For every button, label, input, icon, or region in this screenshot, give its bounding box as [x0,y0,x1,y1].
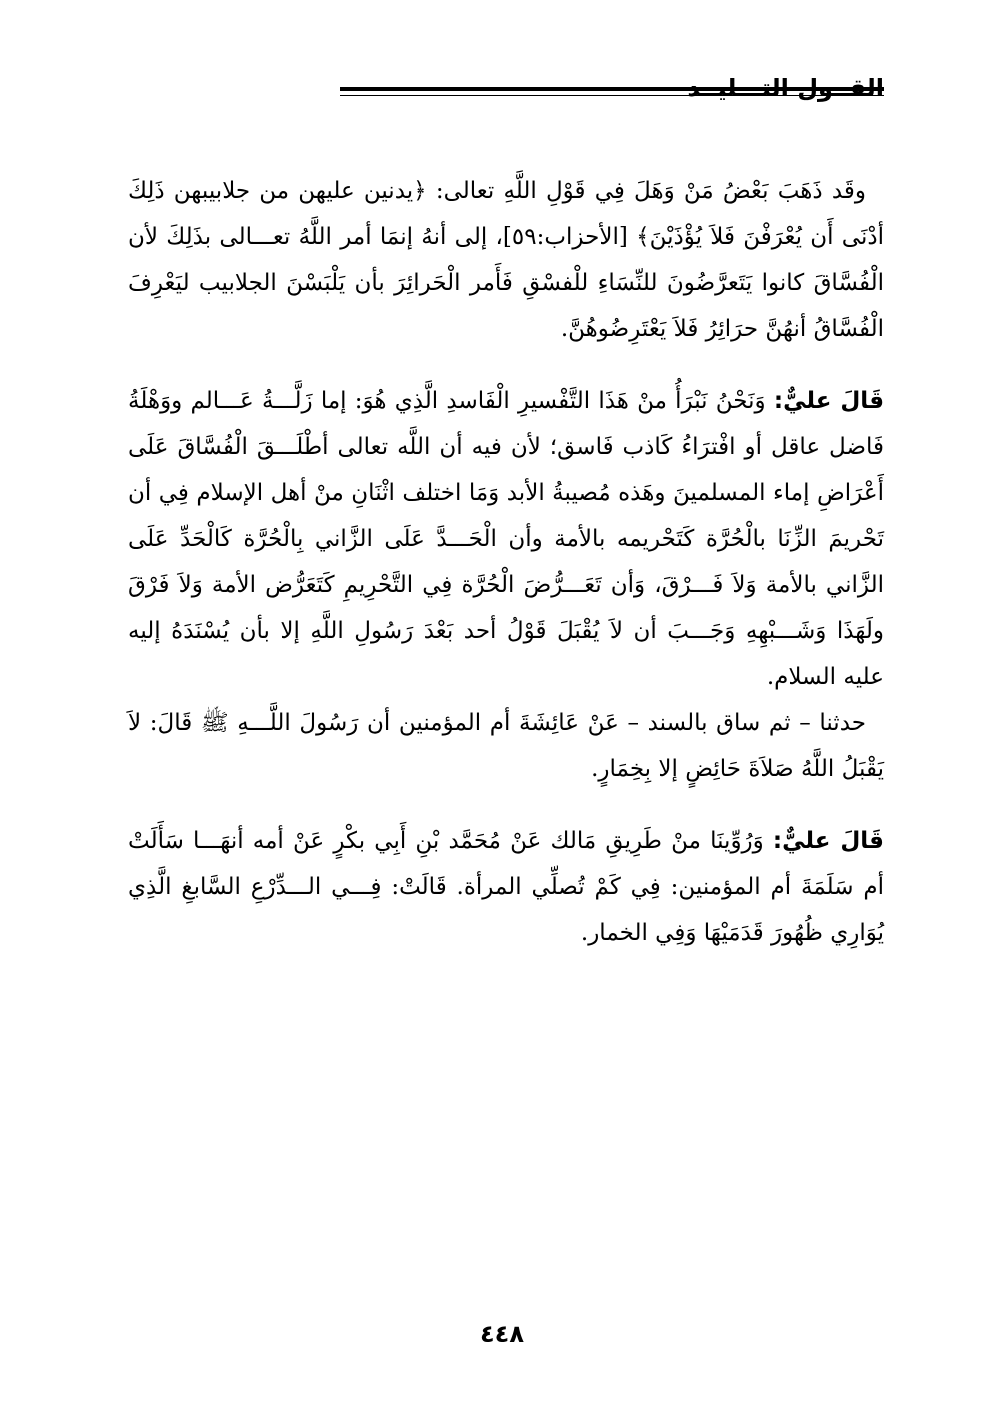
paragraph-1 [128,168,884,352]
paragraph-3-text: حدثنا – ثم ساق بالسند – عَنْ عَائِشَةَ أم المؤمنين أن رَسُولَ اللَّـــهِ ﷺ قَالَ: لاَ يَقْبَلُ اللَّهُ صَلاَةَ حَائِضٍ إلا بِخِمَارٍ. [128,710,884,782]
paragraph-2-text: وَنَحْنُ نَبْرَأُ منْ هَذَا التَّفْسيرِ الْفَاسدِ الَّذِي هُوَ: إما زَلَّـــةُ عَـــالم ووَهْلَةُ فَاضل عاقل أو افْترَاءُ كَاذب فَاسق؛ لأن فيه أن اللَّه تعالى أطْلَـــقَ الْفُسَّاقَ عَلَى أَعْرَاضِ إماء المسلمينَ وهَذه مُصيبةُ الأبد وَمَا اختلف اثْنَانِ منْ أهل الإسلام فِي أن تَحْريمَ الزِّنَا بالْحُرَّة كَتَحْريمه بالأمة وأن الْحَـــدَّ عَلَى الزَّاني بِالْحُرَّة كَالْحَدِّ عَلَى الزَّاني بالأمة وَلاَ فَـــرْقَ، وَأن تَعَـــرُّضَ الْحُرَّة فِي التَّحْرِيمِ كَتَعَرُّض الأمة وَلاَ فَرْقَ ولَهَذَا وَشَـــبْهِهِ وَجَـــبَ أن لاَ يُقْبَلَ قَوْلُ أحد بَعْدَ رَسُولِ اللَّهِ إلا بأن يُسْنَدَهُ إليه عليه السلام. [128,388,884,690]
paragraph-1-intro: وقَد ذَهَبَ بَعْضُ مَنْ وَهَلَ فِي قَوْلِ اللَّهِ تعالى: [426,178,866,204]
speaker-label: قَالَ عليٌّ: [773,388,884,414]
page-number: ٤٤٨ [480,1320,524,1348]
running-header [130,70,884,110]
page-body [128,168,884,956]
header-rule-thin [340,95,884,96]
header-title: القــول التـــليــد [687,74,884,102]
header-rule-thick [340,87,884,91]
quran-quote: ﴿يدنين عليهن من جلابيبهن ذَلِكَ أدْنَى أَن يُعْرَفْنَ فَلاَ يُؤْذَيْنَ﴾ [128,178,884,250]
paragraph-4 [128,818,884,956]
paragraph-3 [128,700,884,792]
paragraph-1-text: [الأحزاب:٥٩]، إلى أنهُ إنمَا أمر اللَّهُ تعـــالى بذَلِكَ لأن الْفُسَّاقَ كانوا يَتَعرَّضُونَ للنِّسَاءِ للْفسْقِ فَأَمر الْحَرائِرَ بأن يَلْبَسْنَ الجلابيب ليَعْرِفَ الْفُسَّاقُ أنهُنَّ حرَائِرُ فَلاَ يَعْتَرِضُوهُنَّ. [128,224,884,342]
paragraph-4-text: وَرُوِّينَا منْ طَرِيقِ مَالك عَنْ مُحَمَّد بْنِ أَبِي بكْرٍ عَنْ أمه أنهَـــا سَأَلَتْ أم سَلَمَةَ أم المؤمنين: فِي كَمْ تُصلِّي المرأة. قَالَتْ: فِـــي الـــدِّرْعِ السَّابغِ الَّذِي يُوَارِي ظُهُورَ قَدَمَيْهَا وَفِي الخمار. [128,828,884,946]
speaker-label: قَالَ عليٌّ: [772,828,884,854]
paragraph-2 [128,378,884,700]
